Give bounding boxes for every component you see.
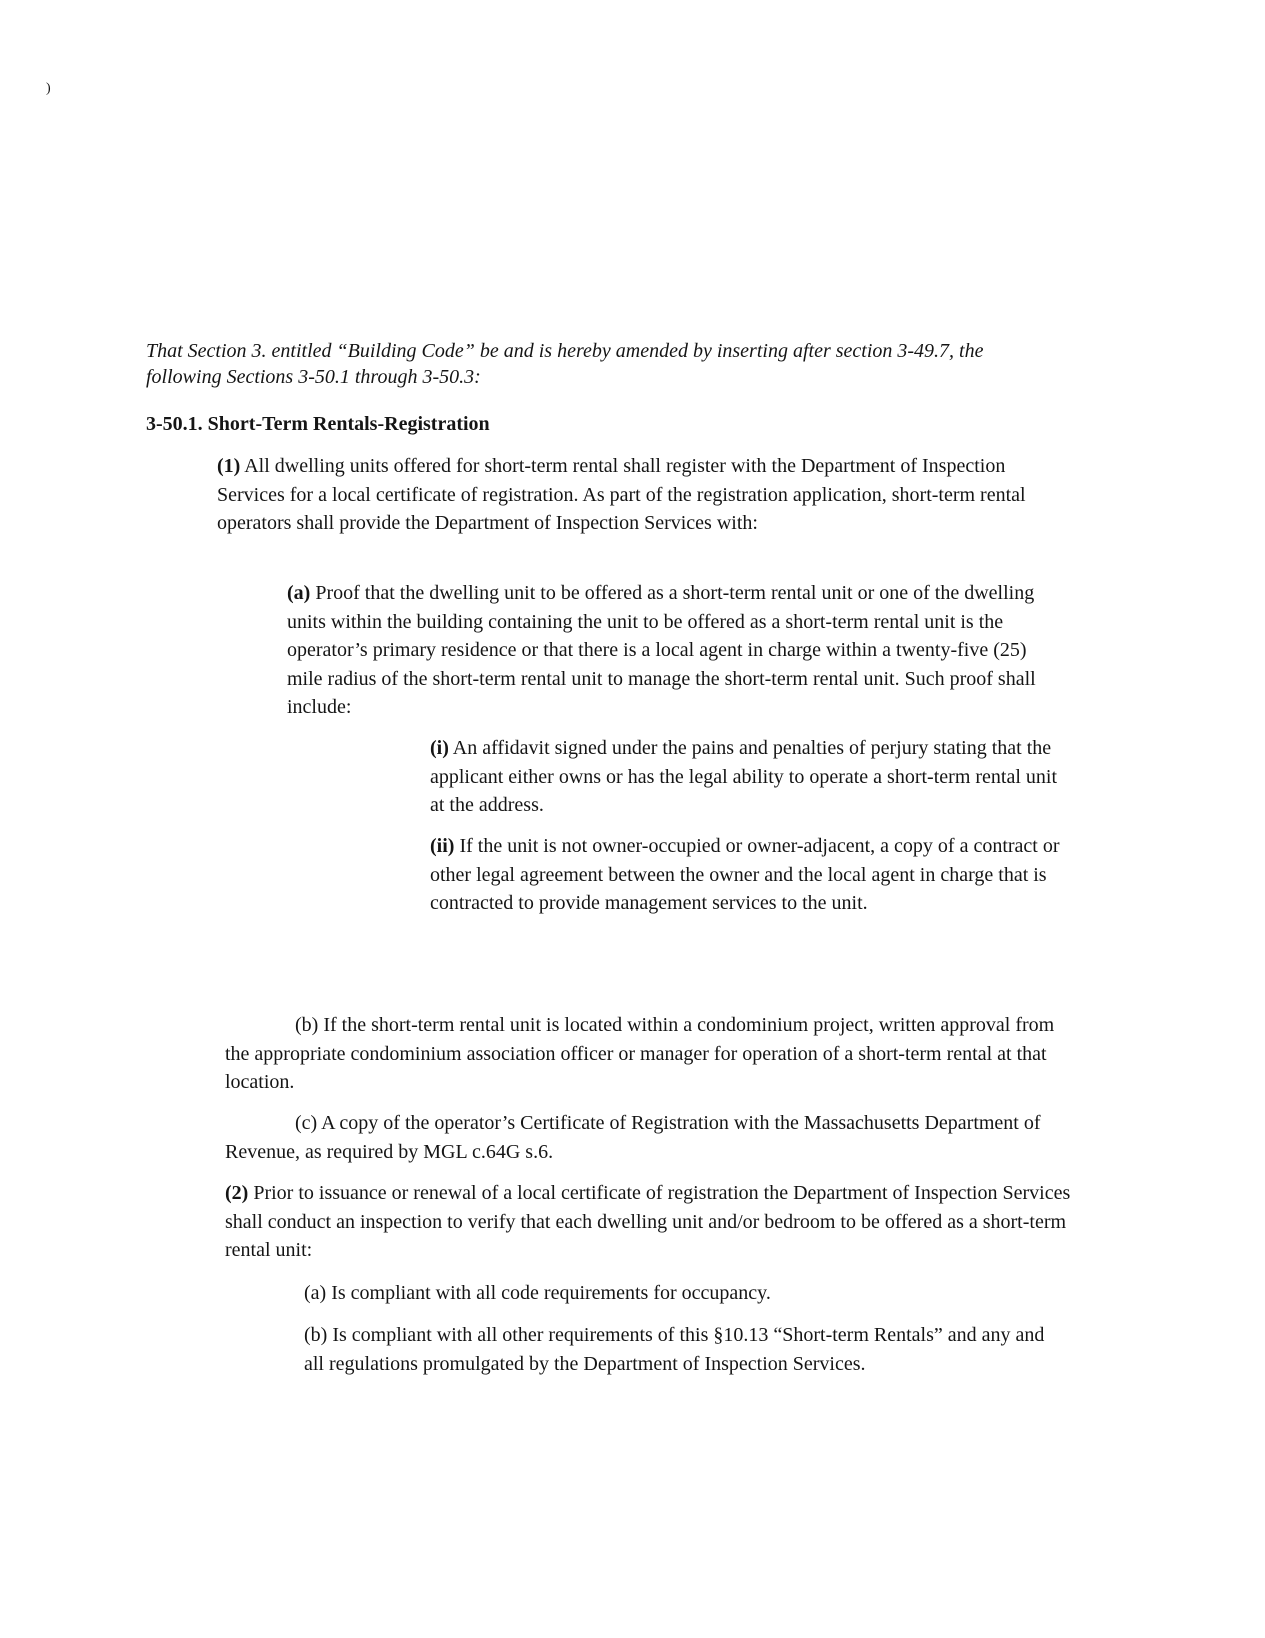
paragraph-1a [287,579,1057,722]
paragraph-1a-i-label: (i) [430,737,449,759]
paragraph-1a-label: (a) [287,582,311,604]
paragraph-1-label: (1) [217,455,241,477]
paragraph-1a-ii-text: If the unit is not owner-occupied or owner-adjacent, a copy of a contract or other legal agreement between the owner and the local agent in charge that is contracted to provide management services to the unit. [430,835,1060,915]
paragraph-1a-i [430,734,1070,820]
amendment-intro: That Section 3. entitled “Building Code” be and is hereby amended by inserting after section 3-49.7, the following Sections 3-50.1 through 3-50.3: [146,340,984,388]
paragraph-1 [217,452,1047,538]
paragraph-1c: (c) A copy of the operator’s Certificate of Registration with the Massachusetts Department of Revenue, as required by MGL c.64G s.6. [225,1112,1041,1163]
paragraph-1a-text: Proof that the dwelling unit to be offered as a short-term rental unit or one of the dwelling units within the building containing the unit to be offered as a short-term rental unit is the operator’s primary residence or that there is a local agent in charge within a twenty-five (25) mile radius of the short-term rental unit to manage the short-term rental unit. Such proof shall include: [287,582,1036,719]
page-mark: ) [46,81,51,96]
paragraph-2b: (b) Is compliant with all other requirements of this §10.13 “Short-term Rentals” and any and all regulations promulgated by the Department of Inspection Services. [304,1324,1045,1375]
paragraph-2 [225,1179,1075,1265]
paragraph-2-label: (2) [225,1182,249,1204]
paragraph-1-text: All dwelling units offered for short-term rental shall register with the Department of Inspection Services for a local certificate of registration. As part of the registration application, short-term rental operators shall provide the Department of Inspection Services with: [217,455,1026,535]
section-heading: 3-50.1. Short-Term Rentals-Registration [146,413,490,435]
paragraph-1a-ii-label: (ii) [430,835,455,857]
paragraph-2-text: Prior to issuance or renewal of a local certificate of registration the Department of Inspection Services shall conduct an inspection to verify that each dwelling unit and/or bedroom to be offered as a short-term rental unit: [225,1182,1071,1262]
paragraph-1a-i-text: An affidavit signed under the pains and penalties of perjury stating that the applicant either owns or has the legal ability to operate a short-term rental unit at the address. [430,737,1058,817]
paragraph-2a: (a) Is compliant with all code requirements for occupancy. [304,1282,771,1304]
paragraph-1b: (b) If the short-term rental unit is located within a condominium project, written approval from the appropriate condominium association officer or manager for operation of a short-term rental at that location. [225,1014,1055,1094]
paragraph-1a-ii [430,832,1075,918]
